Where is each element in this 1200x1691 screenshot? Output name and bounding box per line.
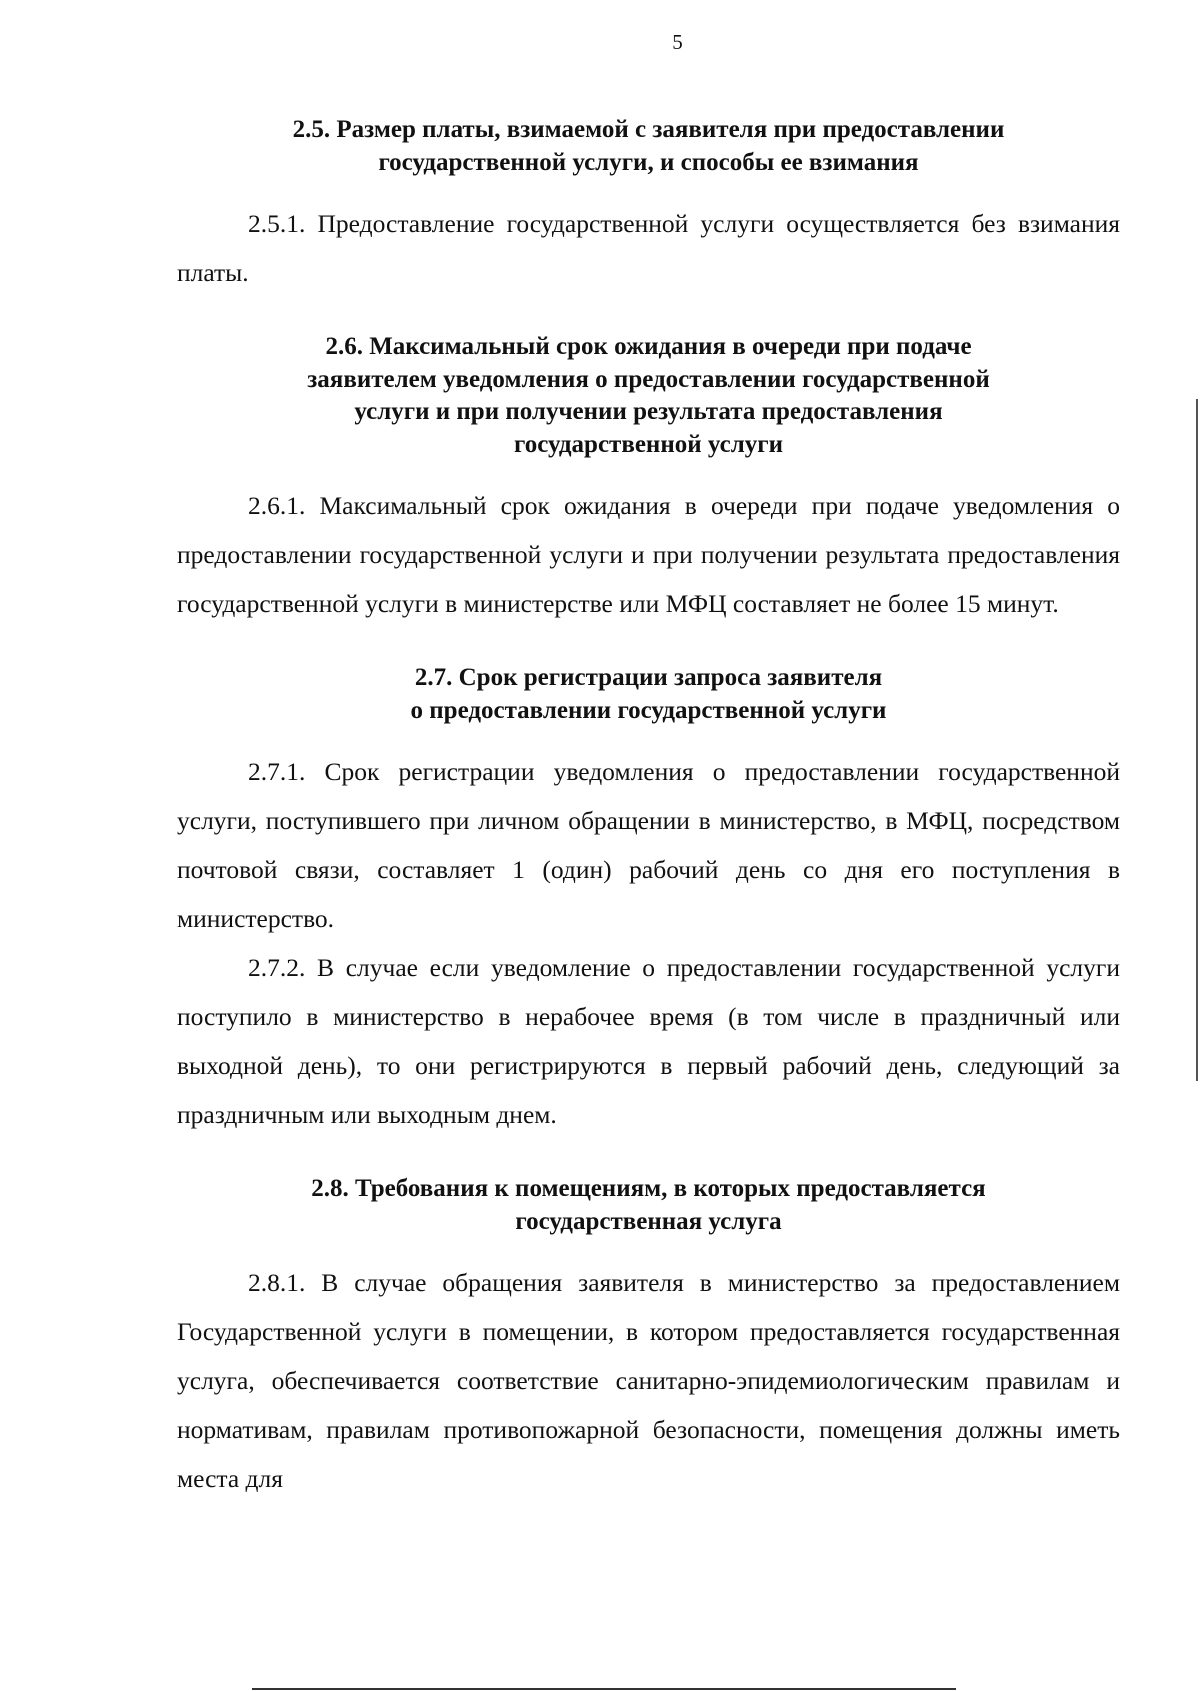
section-2-8-heading [177, 1173, 1120, 1238]
heading-line: заявителем уведомления о предоставлении государственной [307, 365, 990, 393]
heading-line: услуги и при получении результата предоставления [354, 398, 943, 425]
paragraph-2-7-1: 2.7.1. Срок регистрации уведомления о предоставлении государственной услуги, поступившего при личном обращении в министерство, в МФЦ, посредством почтовой связи, составляет 1 (один) рабочий день со дня его поступления в министерство. [177, 757, 1120, 933]
heading-line: государственная услуга [515, 1207, 782, 1235]
heading-line: 2.5. Размер платы, взимаемой с заявителя при предоставлении [292, 116, 1005, 143]
page-number: 5 [672, 30, 683, 54]
heading-line: 2.7. Срок регистрации запроса заявителя [414, 664, 883, 691]
paragraph-2-8-1: 2.8.1. В случае обращения заявителя в министерство за предоставлением Государственной услуги в помещении, в котором предоставляется государственная услуга, обеспечивается соответствие санитарно-эпидемиологическим правилам и нормативам, правилам противопожарной безопасности, помещения должны иметь места для [177, 1268, 1120, 1493]
section-2-5-heading [177, 114, 1120, 179]
bottom-rule [252, 1688, 956, 1690]
section-2-6-heading [177, 331, 1120, 461]
paragraph-2-7-2: 2.7.2. В случае если уведомление о предоставлении государственной услуги поступило в министерство в нерабочее время (в том числе в праздничный или выходной день), то они регистрируются в первый рабочий день, следующий за праздничным или выходным днем. [177, 953, 1120, 1129]
heading-line: о предоставлении государственной услуги [410, 696, 887, 724]
heading-line: государственной услуги [513, 430, 784, 458]
section-2-7-heading [177, 662, 1120, 727]
heading-line: 2.6. Максимальный срок ожидания в очереди при подаче [325, 333, 972, 360]
scan-edge-line [1196, 399, 1198, 1081]
paragraph-2-6-1: 2.6.1. Максимальный срок ожидания в очереди при подаче уведомления о предоставлении государственной услуги и при получении результата предоставления государственной услуги в министерстве или МФЦ составляет не более 15 минут. [177, 491, 1120, 618]
document-body [177, 114, 1120, 1503]
heading-line: государственной услуги, и способы ее взимания [378, 148, 919, 176]
heading-line: 2.8. Требования к помещениям, в которых предоставляется [311, 1175, 986, 1202]
paragraph-2-5-1: 2.5.1. Предоставление государственной услуги осуществляется без взимания платы. [177, 209, 1120, 287]
